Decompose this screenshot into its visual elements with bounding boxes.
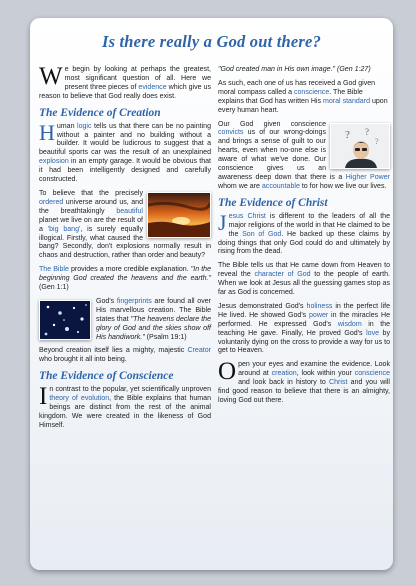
christ-paragraph-1: Jesus Christ is different to the leaders of all the major religions of the world in that He claimed to be the Son of God. He backed up these claims by doing things that only God could do and ultimately by rising from the dead. (218, 209, 390, 256)
dropcap: W (39, 63, 63, 90)
creation-paragraph-2: To believe that the precisely ordered universe around us, and the breathtakingly beautiful planet we live on are the result of a 'big bang', is surely equally illogical. Firstly, what caused the bang? Secondly, don't explosions normally result in chaos and destruction, rather than order and beauty? (39, 189, 211, 260)
heading-christ: The Evidence of Christ (218, 196, 328, 209)
thinking-person-image (330, 123, 390, 169)
creation-paragraph-4: God's fingerprints are found all over His marvellous creation. The Bible states that "The heavens declare the glory of God and the skies show off His handiwork." (Psalm 19:1) (39, 298, 211, 343)
conscience-paragraph-3: As such, each one of us has received a God given moral compass called a conscience. The Bible explains that God has written His moral standard upon every human heart. (218, 79, 388, 114)
dropcap: J (218, 209, 227, 235)
creation-paragraph-3: The Bible provides a more credible explanation. "In the beginning God created the heavens and the earth." (Gen 1:1) (39, 266, 211, 292)
sunset-image (147, 192, 211, 238)
keyword: evidence (138, 83, 167, 91)
svg-text:?: ? (345, 128, 350, 141)
christ-paragraph-2: The Bible tells us that He came down from Heaven to reveal the character of God to the people of earth. When we look at Jesus all the guessing games stop as far as God is concerned. (218, 262, 390, 297)
conscience-quote: "God created man in His own image." (Gen 1:27) (218, 66, 371, 73)
heading-conscience: The Evidence of Conscience (39, 370, 174, 383)
right-column (218, 66, 390, 411)
heading-creation: The Evidence of Creation (39, 106, 161, 119)
page-title: Is there really a God out there? (101, 32, 322, 51)
left-column (39, 63, 211, 436)
christ-paragraph-4: Open your eyes and examine the evidence. Look around at creation, look within your conscience and look back in history to Christ and you will find good reason to believe that there is an almighty, loving God out there. (218, 358, 391, 404)
svg-text:?: ? (365, 126, 369, 137)
conscience-paragraph-1: In contrast to the popular, yet scientifically unproven theory of evolution, the Bible explains that human beings are distinct from the rest of the animal kingdom. We were created in the likeness of God Himself. (39, 383, 211, 429)
starfield-image (39, 300, 91, 340)
creation-paragraph-5: Beyond creation itself lies a mighty, majestic Creator who brought it all into being. (39, 347, 211, 364)
conscience-paragraph-4: ? ? ? Our God given conscience convicts us of our wrong-doings and brings a sense of guilt to our hearts, even when no-one else is aware of what we've done. Our conscience gives us an awareness deep down that there is a Higher Power whom we are accountable to for how we live our lives. (218, 120, 390, 190)
dropcap: H (39, 119, 55, 145)
svg-text:?: ? (375, 136, 379, 146)
dropcap: O (218, 358, 237, 386)
christ-paragraph-3: Jesus demonstrated God's holiness in the perfect life He lived. He showed God's power in the miracles He performed. He expressed God's wisdom in the teaching He gave. Finally, He proved God's love by voluntarily dying on the cross to provide a way for us to get to Heaven. (218, 302, 391, 355)
tract-page (30, 18, 393, 570)
dropcap: I (39, 383, 48, 411)
creation-paragraph-1: Human logic tells us that there can be no painting without a painter and no building without a builder. It would be ludicrous to suggest that a beautiful sports car was the result of an unexplained explosion in an empty garage. It would be obvious that it had been intelligently designed and carefully constructed. (39, 119, 211, 184)
intro-paragraph: We begin by looking at perhaps the greatest, most significant question of all. Here we present three pieces of evidence which give us reason to believe that God really does exist. (39, 63, 211, 100)
